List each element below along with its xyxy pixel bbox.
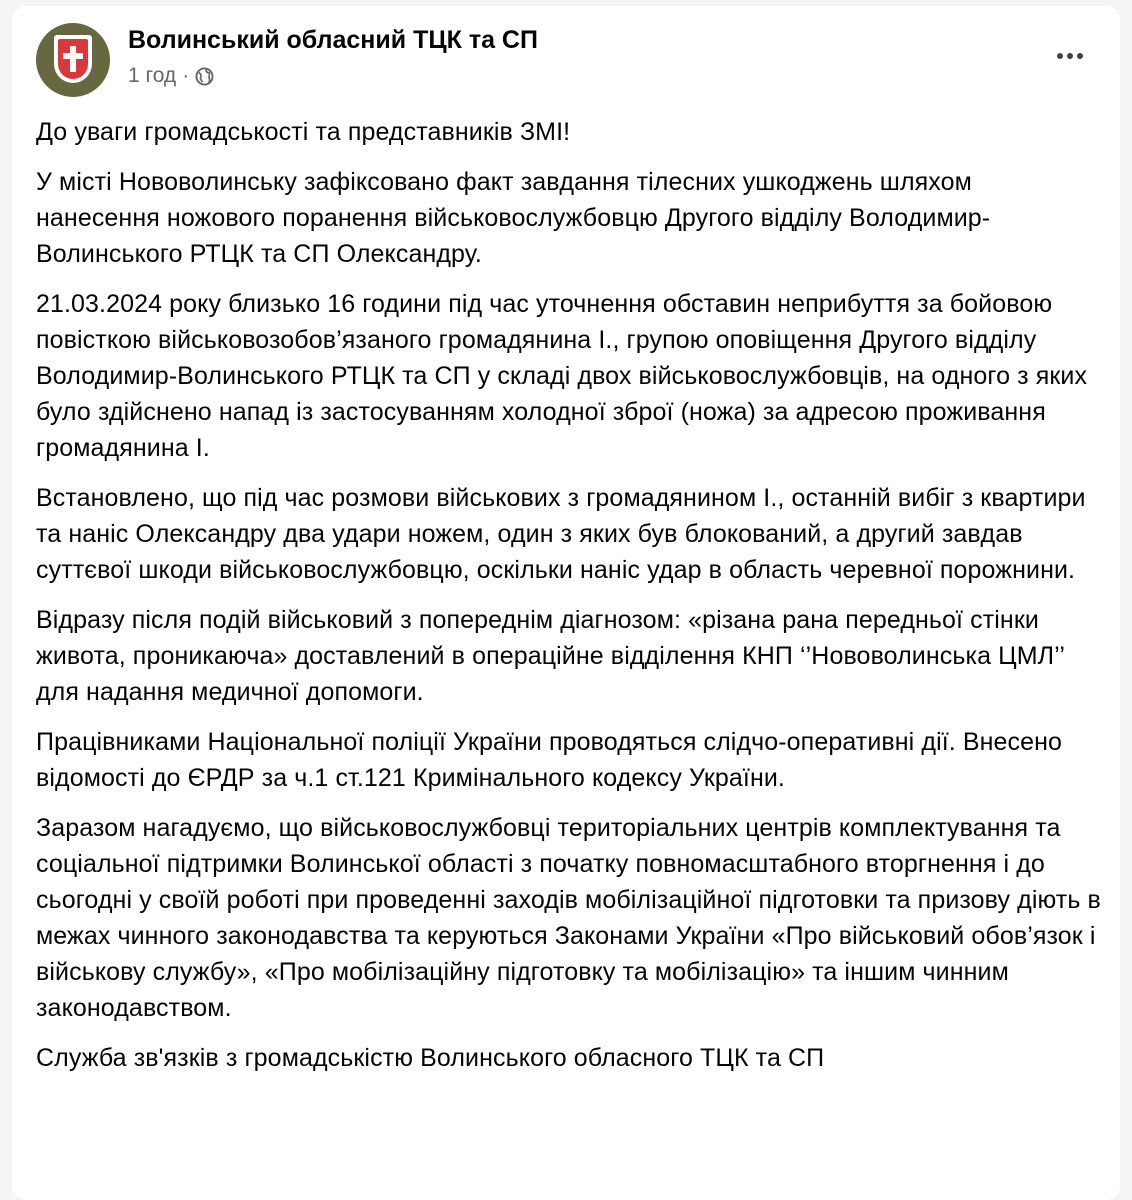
post-paragraph: До уваги громадськості та представників ЗМІ! [36,118,571,146]
avatar[interactable] [36,23,110,97]
post-meta [128,64,214,88]
page-name[interactable]: Волинський обласний ТЦК та СП [128,26,538,54]
post-signature: Служба зв'язків з громадськістю Волинського обласного ТЦК та СП [36,1044,825,1072]
post-paragraph: Заразом нагадуємо, що військовослужбовці територіальних центрів комплектування та соціальної підтримки Волинської області з початку повномасштабного вторгнення і до сьогодні у своїй роботі при проведенні заходів мобілізаційної підготовки та призову діють в межах чинного законодавства та керуються Законами України «Про військовий обов’язок і військову службу», «Про мобілізаційну підготовку та мобілізацію» та іншим чинним законодавством. [36,814,1101,1022]
meta-separator: · [182,64,190,87]
post-paragraph: Відразу після подій військовий з попереднім діагнозом: «різана рана передньої стінки живота, проникаюча» доставлений в операційне відділення КНП ‘’Нововолинська ЦМЛ’’ для надання медичної допомоги. [36,606,1065,706]
post-paragraph: У місті Нововолинську зафіксовано факт завдання тілесних ушкоджень шляхом нанесення ножового поранення військовослужбовцю Другого відділу Володимир-Волинського РТЦК та СП Олександру. [36,168,991,268]
post-timestamp[interactable]: 1 год [128,64,177,87]
globe-icon[interactable] [195,67,214,86]
coat-of-arms-icon [54,35,92,83]
post-body [36,114,1102,1090]
more-options-button[interactable] [1050,40,1090,72]
post-paragraph: Встановлено, що під час розмови військових з громадянином І., останній вибіг з квартири та наніс Олександру два удари ножем, один з яких був блокований, а другий завдав суттєвої шкоди військовослужбовцю, оскільки наніс удар в область черевної порожнини. [36,484,1086,584]
post-paragraph: 21.03.2024 року близько 16 години під час уточнення обставин неприбуття за бойовою повісткою військовозобов’язаного громадянина І., групою оповіщення Другого відділу Володимир-Волинського РТЦК та СП у складі двох військовослужбовців, на одного з яких було здійснено напад із застосуванням холодної зброї (ножа) за адресою проживання громадянина І. [36,290,1088,462]
post-card [12,6,1120,1200]
post-header [36,22,1090,102]
post-paragraph: Працівниками Національної поліції України проводяться слідчо-оперативні дії. Внесено відомості до ЄРДР за ч.1 ст.121 Кримінального кодексу України. [36,728,1063,792]
more-horizontal-icon [1057,53,1063,59]
